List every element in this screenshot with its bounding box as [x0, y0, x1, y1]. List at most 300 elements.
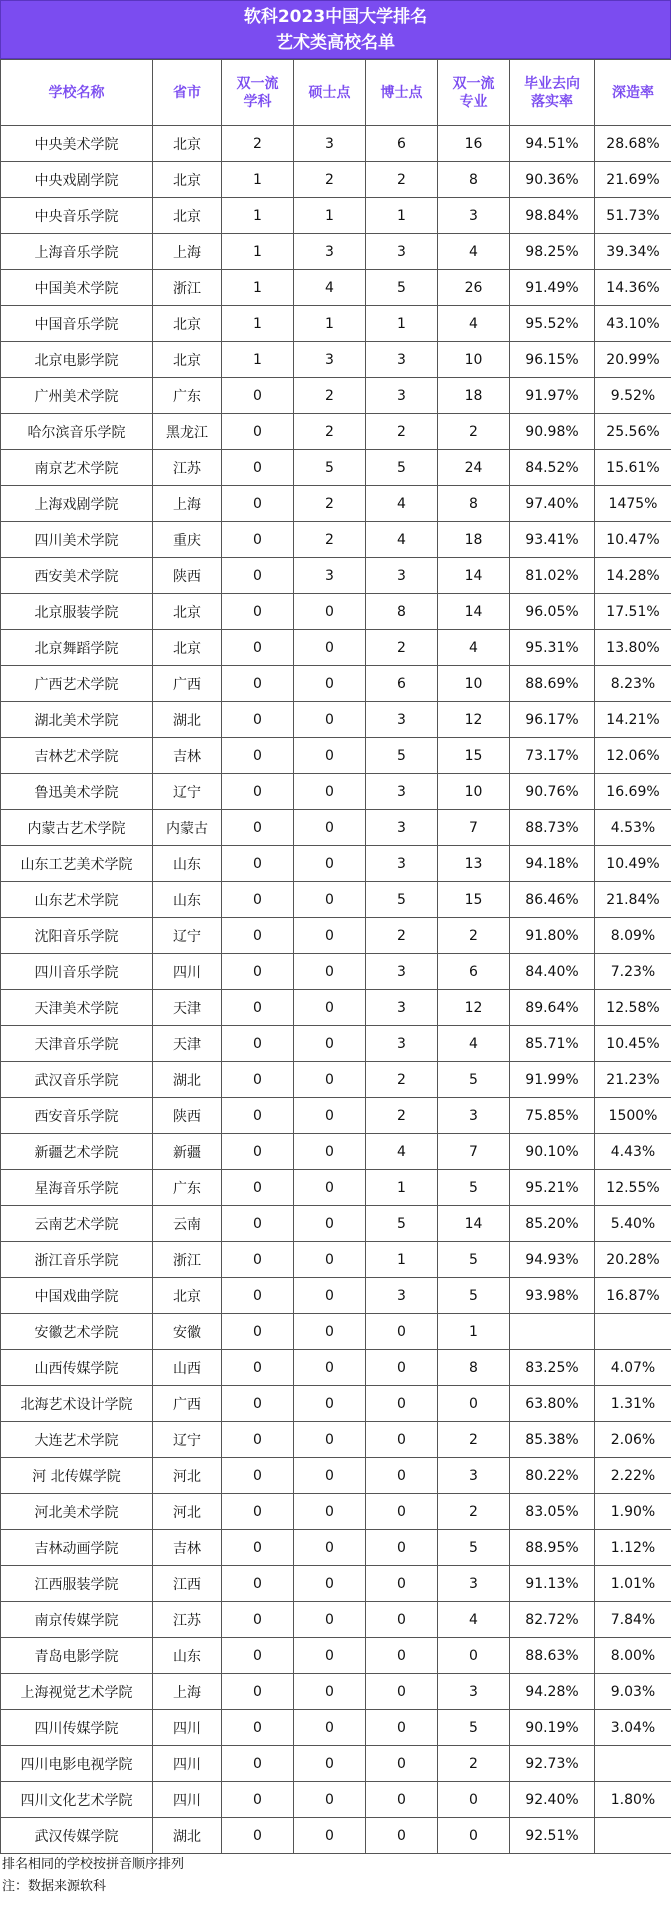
cell-master-count: 0	[294, 1710, 366, 1746]
cell-employment-rate: 88.69%	[510, 666, 595, 702]
cell-further-study-rate: 10.45%	[595, 1026, 671, 1062]
cell-discipline-count: 0	[222, 1206, 294, 1242]
table-row	[1, 1422, 671, 1458]
cell-master-count: 0	[294, 1566, 366, 1602]
cell-further-study-rate: 8.00%	[595, 1638, 671, 1674]
cell-discipline-count: 0	[222, 666, 294, 702]
cell-school-name: 上海视觉艺术学院	[1, 1674, 153, 1710]
cell-employment-rate: 75.85%	[510, 1098, 595, 1134]
cell-employment-rate: 92.51%	[510, 1818, 595, 1854]
cell-discipline-count: 0	[222, 1422, 294, 1458]
table-row	[1, 522, 671, 558]
cell-master-count: 3	[294, 342, 366, 378]
cell-discipline-count: 0	[222, 1638, 294, 1674]
cell-major-count: 6	[438, 954, 510, 990]
cell-school-name: 四川电影电视学院	[1, 1746, 153, 1782]
cell-province: 广西	[153, 666, 222, 702]
cell-discipline-count: 1	[222, 162, 294, 198]
cell-discipline-count: 1	[222, 306, 294, 342]
cell-school-name: 中国美术学院	[1, 270, 153, 306]
cell-major-count: 10	[438, 774, 510, 810]
cell-school-name: 浙江音乐学院	[1, 1242, 153, 1278]
cell-master-count: 3	[294, 234, 366, 270]
cell-major-count: 3	[438, 1566, 510, 1602]
cell-further-study-rate: 1.31%	[595, 1386, 671, 1422]
cell-discipline-count: 0	[222, 1278, 294, 1314]
cell-further-study-rate: 1.90%	[595, 1494, 671, 1530]
cell-major-count: 26	[438, 270, 510, 306]
cell-school-name: 四川传媒学院	[1, 1710, 153, 1746]
cell-discipline-count: 0	[222, 1602, 294, 1638]
cell-master-count: 2	[294, 378, 366, 414]
cell-school-name: 鲁迅美术学院	[1, 774, 153, 810]
table-row	[1, 1206, 671, 1242]
cell-discipline-count: 0	[222, 558, 294, 594]
cell-further-study-rate: 25.56%	[595, 414, 671, 450]
cell-master-count: 0	[294, 882, 366, 918]
cell-employment-rate: 84.40%	[510, 954, 595, 990]
cell-discipline-count: 0	[222, 1242, 294, 1278]
cell-province: 江苏	[153, 450, 222, 486]
table-row	[1, 1458, 671, 1494]
cell-province: 山西	[153, 1350, 222, 1386]
table-row	[1, 234, 671, 270]
cell-master-count: 0	[294, 630, 366, 666]
table-row	[1, 882, 671, 918]
table-row	[1, 846, 671, 882]
header-double-first-class-discipline: 双一流 学科	[222, 60, 294, 126]
table-row	[1, 1098, 671, 1134]
cell-employment-rate: 91.99%	[510, 1062, 595, 1098]
cell-major-count: 8	[438, 486, 510, 522]
table-row	[1, 1746, 671, 1782]
cell-employment-rate: 88.63%	[510, 1638, 595, 1674]
cell-province: 新疆	[153, 1134, 222, 1170]
cell-major-count: 14	[438, 558, 510, 594]
cell-school-name: 湖北美术学院	[1, 702, 153, 738]
cell-master-count: 0	[294, 1206, 366, 1242]
cell-master-count: 0	[294, 1746, 366, 1782]
table-row	[1, 198, 671, 234]
cell-further-study-rate: 12.06%	[595, 738, 671, 774]
cell-further-study-rate: 51.73%	[595, 198, 671, 234]
cell-master-count: 0	[294, 1314, 366, 1350]
cell-master-count: 0	[294, 1458, 366, 1494]
cell-major-count: 13	[438, 846, 510, 882]
header-doctoral-points: 博士点	[366, 60, 438, 126]
cell-province: 山东	[153, 882, 222, 918]
cell-major-count: 18	[438, 522, 510, 558]
cell-further-study-rate: 3.04%	[595, 1710, 671, 1746]
cell-doctoral-count: 0	[366, 1602, 438, 1638]
cell-employment-rate: 96.15%	[510, 342, 595, 378]
cell-further-study-rate: 15.61%	[595, 450, 671, 486]
cell-province: 天津	[153, 1026, 222, 1062]
cell-further-study-rate: 20.28%	[595, 1242, 671, 1278]
table-row	[1, 810, 671, 846]
cell-employment-rate: 95.31%	[510, 630, 595, 666]
cell-school-name: 河 北传媒学院	[1, 1458, 153, 1494]
table-row	[1, 774, 671, 810]
cell-major-count: 5	[438, 1530, 510, 1566]
cell-employment-rate	[510, 1314, 595, 1350]
cell-major-count: 4	[438, 1026, 510, 1062]
cell-master-count: 2	[294, 162, 366, 198]
cell-school-name: 四川文化艺术学院	[1, 1782, 153, 1818]
cell-master-count: 0	[294, 846, 366, 882]
cell-province: 辽宁	[153, 1422, 222, 1458]
cell-school-name: 北京电影学院	[1, 342, 153, 378]
cell-further-study-rate: 12.55%	[595, 1170, 671, 1206]
cell-province: 浙江	[153, 270, 222, 306]
cell-school-name: 天津音乐学院	[1, 1026, 153, 1062]
cell-employment-rate: 80.22%	[510, 1458, 595, 1494]
cell-employment-rate: 90.98%	[510, 414, 595, 450]
cell-further-study-rate: 21.23%	[595, 1062, 671, 1098]
table-row	[1, 378, 671, 414]
cell-province: 陕西	[153, 1098, 222, 1134]
cell-discipline-count: 0	[222, 1062, 294, 1098]
cell-province: 云南	[153, 1206, 222, 1242]
cell-discipline-count: 0	[222, 990, 294, 1026]
cell-master-count: 0	[294, 1782, 366, 1818]
cell-school-name: 山东工艺美术学院	[1, 846, 153, 882]
cell-major-count: 3	[438, 1098, 510, 1134]
cell-master-count: 5	[294, 450, 366, 486]
cell-major-count: 4	[438, 306, 510, 342]
cell-major-count: 5	[438, 1710, 510, 1746]
cell-school-name: 天津美术学院	[1, 990, 153, 1026]
cell-employment-rate: 96.05%	[510, 594, 595, 630]
cell-province: 北京	[153, 594, 222, 630]
cell-doctoral-count: 2	[366, 162, 438, 198]
cell-master-count: 0	[294, 1242, 366, 1278]
title-banner	[0, 0, 671, 59]
cell-province: 四川	[153, 1746, 222, 1782]
table-row	[1, 270, 671, 306]
cell-doctoral-count: 3	[366, 702, 438, 738]
cell-master-count: 0	[294, 1422, 366, 1458]
cell-further-study-rate: 9.03%	[595, 1674, 671, 1710]
cell-further-study-rate: 1.80%	[595, 1782, 671, 1818]
cell-school-name: 广西艺术学院	[1, 666, 153, 702]
cell-major-count: 0	[438, 1638, 510, 1674]
cell-master-count: 0	[294, 918, 366, 954]
cell-further-study-rate: 10.49%	[595, 846, 671, 882]
cell-employment-rate: 91.13%	[510, 1566, 595, 1602]
footnote-source: 注：数据来源软科	[2, 1879, 107, 1894]
table-body	[1, 126, 671, 1854]
table-row	[1, 486, 671, 522]
cell-major-count: 7	[438, 810, 510, 846]
cell-major-count: 5	[438, 1170, 510, 1206]
cell-doctoral-count: 3	[366, 990, 438, 1026]
cell-province: 吉林	[153, 1530, 222, 1566]
cell-further-study-rate: 28.68%	[595, 126, 671, 162]
cell-province: 北京	[153, 126, 222, 162]
table-row	[1, 1494, 671, 1530]
cell-province: 四川	[153, 1710, 222, 1746]
cell-employment-rate: 90.76%	[510, 774, 595, 810]
cell-school-name: 武汉传媒学院	[1, 1818, 153, 1854]
cell-employment-rate: 97.40%	[510, 486, 595, 522]
cell-school-name: 四川美术学院	[1, 522, 153, 558]
cell-school-name: 北京服装学院	[1, 594, 153, 630]
cell-further-study-rate: 16.87%	[595, 1278, 671, 1314]
cell-further-study-rate: 1500%	[595, 1098, 671, 1134]
cell-school-name: 内蒙古艺术学院	[1, 810, 153, 846]
table-row	[1, 306, 671, 342]
cell-school-name: 吉林艺术学院	[1, 738, 153, 774]
cell-province: 北京	[153, 306, 222, 342]
cell-discipline-count: 0	[222, 414, 294, 450]
table-row	[1, 594, 671, 630]
cell-major-count: 8	[438, 162, 510, 198]
cell-discipline-count: 0	[222, 810, 294, 846]
cell-further-study-rate: 9.52%	[595, 378, 671, 414]
cell-doctoral-count: 0	[366, 1422, 438, 1458]
cell-province: 安徽	[153, 1314, 222, 1350]
cell-employment-rate: 86.46%	[510, 882, 595, 918]
cell-province: 湖北	[153, 1818, 222, 1854]
cell-master-count: 1	[294, 198, 366, 234]
cell-master-count: 4	[294, 270, 366, 306]
cell-school-name: 南京艺术学院	[1, 450, 153, 486]
cell-further-study-rate: 10.47%	[595, 522, 671, 558]
cell-employment-rate: 83.25%	[510, 1350, 595, 1386]
cell-discipline-count: 2	[222, 126, 294, 162]
cell-doctoral-count: 4	[366, 486, 438, 522]
cell-doctoral-count: 3	[366, 954, 438, 990]
cell-master-count: 0	[294, 1530, 366, 1566]
cell-province: 上海	[153, 1674, 222, 1710]
cell-doctoral-count: 0	[366, 1494, 438, 1530]
cell-province: 江苏	[153, 1602, 222, 1638]
cell-discipline-count: 0	[222, 1674, 294, 1710]
cell-further-study-rate: 21.84%	[595, 882, 671, 918]
cell-further-study-rate: 14.21%	[595, 702, 671, 738]
cell-discipline-count: 0	[222, 630, 294, 666]
cell-doctoral-count: 1	[366, 306, 438, 342]
table-row	[1, 1674, 671, 1710]
cell-major-count: 10	[438, 342, 510, 378]
cell-doctoral-count: 3	[366, 234, 438, 270]
cell-further-study-rate: 1.01%	[595, 1566, 671, 1602]
cell-school-name: 新疆艺术学院	[1, 1134, 153, 1170]
cell-province: 北京	[153, 1278, 222, 1314]
cell-further-study-rate: 7.84%	[595, 1602, 671, 1638]
cell-school-name: 山西传媒学院	[1, 1350, 153, 1386]
cell-doctoral-count: 2	[366, 414, 438, 450]
cell-discipline-count: 0	[222, 1710, 294, 1746]
cell-discipline-count: 1	[222, 198, 294, 234]
cell-doctoral-count: 6	[366, 126, 438, 162]
title-line-1: 软科2023中国大学排名	[243, 6, 428, 27]
table-row	[1, 450, 671, 486]
cell-province: 陕西	[153, 558, 222, 594]
cell-school-name: 吉林动画学院	[1, 1530, 153, 1566]
cell-province: 黑龙江	[153, 414, 222, 450]
cell-further-study-rate: 14.36%	[595, 270, 671, 306]
table-row	[1, 558, 671, 594]
cell-major-count: 5	[438, 1062, 510, 1098]
cell-doctoral-count: 0	[366, 1746, 438, 1782]
cell-school-name: 中央美术学院	[1, 126, 153, 162]
cell-further-study-rate: 2.22%	[595, 1458, 671, 1494]
cell-school-name: 山东艺术学院	[1, 882, 153, 918]
cell-discipline-count: 0	[222, 954, 294, 990]
cell-discipline-count: 0	[222, 1350, 294, 1386]
cell-major-count: 2	[438, 414, 510, 450]
cell-major-count: 0	[438, 1386, 510, 1422]
cell-school-name: 中央音乐学院	[1, 198, 153, 234]
cell-school-name: 青岛电影学院	[1, 1638, 153, 1674]
cell-school-name: 安徽艺术学院	[1, 1314, 153, 1350]
cell-employment-rate: 85.38%	[510, 1422, 595, 1458]
cell-doctoral-count: 3	[366, 342, 438, 378]
cell-discipline-count: 1	[222, 234, 294, 270]
cell-doctoral-count: 0	[366, 1566, 438, 1602]
table-row	[1, 1602, 671, 1638]
table-row	[1, 918, 671, 954]
cell-doctoral-count: 2	[366, 1062, 438, 1098]
cell-province: 北京	[153, 630, 222, 666]
cell-master-count: 0	[294, 1134, 366, 1170]
cell-discipline-count: 0	[222, 1782, 294, 1818]
cell-master-count: 3	[294, 126, 366, 162]
cell-province: 上海	[153, 234, 222, 270]
table-row	[1, 1170, 671, 1206]
cell-employment-rate: 90.10%	[510, 1134, 595, 1170]
cell-employment-rate: 94.93%	[510, 1242, 595, 1278]
table-header-row	[1, 60, 671, 126]
cell-doctoral-count: 2	[366, 630, 438, 666]
cell-major-count: 4	[438, 234, 510, 270]
cell-master-count: 0	[294, 774, 366, 810]
ranking-table	[0, 59, 671, 1854]
cell-province: 吉林	[153, 738, 222, 774]
cell-master-count: 0	[294, 954, 366, 990]
cell-discipline-count: 0	[222, 1314, 294, 1350]
cell-school-name: 中国音乐学院	[1, 306, 153, 342]
cell-school-name: 北京舞蹈学院	[1, 630, 153, 666]
cell-further-study-rate	[595, 1314, 671, 1350]
cell-school-name: 上海戏剧学院	[1, 486, 153, 522]
cell-major-count: 7	[438, 1134, 510, 1170]
cell-doctoral-count: 3	[366, 810, 438, 846]
cell-doctoral-count: 5	[366, 450, 438, 486]
header-employment-rate: 毕业去向 落实率	[510, 60, 595, 126]
table-row	[1, 1638, 671, 1674]
cell-further-study-rate: 39.34%	[595, 234, 671, 270]
cell-major-count: 4	[438, 1602, 510, 1638]
table-row	[1, 1782, 671, 1818]
table-row	[1, 1278, 671, 1314]
table-row	[1, 414, 671, 450]
cell-discipline-count: 0	[222, 486, 294, 522]
cell-school-name: 南京传媒学院	[1, 1602, 153, 1638]
cell-discipline-count: 0	[222, 522, 294, 558]
cell-further-study-rate: 4.53%	[595, 810, 671, 846]
cell-major-count: 3	[438, 1458, 510, 1494]
cell-discipline-count: 0	[222, 1098, 294, 1134]
header-double-first-class-major: 双一流 专业	[438, 60, 510, 126]
cell-school-name: 星海音乐学院	[1, 1170, 153, 1206]
cell-master-count: 0	[294, 1098, 366, 1134]
cell-master-count: 0	[294, 1386, 366, 1422]
cell-province: 河北	[153, 1494, 222, 1530]
cell-school-name: 哈尔滨音乐学院	[1, 414, 153, 450]
cell-province: 广东	[153, 378, 222, 414]
cell-major-count: 5	[438, 1278, 510, 1314]
cell-doctoral-count: 0	[366, 1458, 438, 1494]
cell-school-name: 北海艺术设计学院	[1, 1386, 153, 1422]
cell-major-count: 1	[438, 1314, 510, 1350]
cell-discipline-count: 0	[222, 450, 294, 486]
cell-employment-rate: 83.05%	[510, 1494, 595, 1530]
table-row	[1, 630, 671, 666]
cell-major-count: 0	[438, 1782, 510, 1818]
cell-school-name: 河北美术学院	[1, 1494, 153, 1530]
table-row	[1, 1350, 671, 1386]
cell-school-name: 上海音乐学院	[1, 234, 153, 270]
cell-further-study-rate: 1.12%	[595, 1530, 671, 1566]
cell-further-study-rate: 21.69%	[595, 162, 671, 198]
cell-employment-rate: 95.21%	[510, 1170, 595, 1206]
cell-province: 内蒙古	[153, 810, 222, 846]
cell-discipline-count: 0	[222, 1458, 294, 1494]
cell-province: 重庆	[153, 522, 222, 558]
cell-school-name: 中国戏曲学院	[1, 1278, 153, 1314]
cell-master-count: 1	[294, 306, 366, 342]
cell-province: 辽宁	[153, 774, 222, 810]
cell-doctoral-count: 6	[366, 666, 438, 702]
cell-master-count: 0	[294, 702, 366, 738]
cell-discipline-count: 0	[222, 1026, 294, 1062]
cell-employment-rate: 92.73%	[510, 1746, 595, 1782]
cell-employment-rate: 85.71%	[510, 1026, 595, 1062]
cell-doctoral-count: 0	[366, 1638, 438, 1674]
cell-employment-rate: 94.28%	[510, 1674, 595, 1710]
cell-school-name: 大连艺术学院	[1, 1422, 153, 1458]
cell-major-count: 5	[438, 1242, 510, 1278]
cell-master-count: 0	[294, 594, 366, 630]
title-line-2: 艺术类高校名单	[276, 32, 395, 53]
cell-master-count: 0	[294, 1278, 366, 1314]
cell-discipline-count: 1	[222, 270, 294, 306]
table-row	[1, 738, 671, 774]
cell-province: 北京	[153, 342, 222, 378]
cell-province: 浙江	[153, 1242, 222, 1278]
cell-province: 广西	[153, 1386, 222, 1422]
cell-discipline-count: 0	[222, 702, 294, 738]
cell-major-count: 15	[438, 882, 510, 918]
header-school-name: 学校名称	[1, 60, 153, 126]
cell-employment-rate: 90.19%	[510, 1710, 595, 1746]
cell-school-name: 西安音乐学院	[1, 1098, 153, 1134]
cell-master-count: 0	[294, 1494, 366, 1530]
cell-employment-rate: 85.20%	[510, 1206, 595, 1242]
cell-school-name: 武汉音乐学院	[1, 1062, 153, 1098]
cell-employment-rate: 92.40%	[510, 1782, 595, 1818]
cell-discipline-count: 1	[222, 342, 294, 378]
cell-master-count: 2	[294, 522, 366, 558]
cell-discipline-count: 0	[222, 918, 294, 954]
cell-discipline-count: 0	[222, 1494, 294, 1530]
table-row	[1, 990, 671, 1026]
table-row	[1, 1242, 671, 1278]
cell-discipline-count: 0	[222, 1746, 294, 1782]
